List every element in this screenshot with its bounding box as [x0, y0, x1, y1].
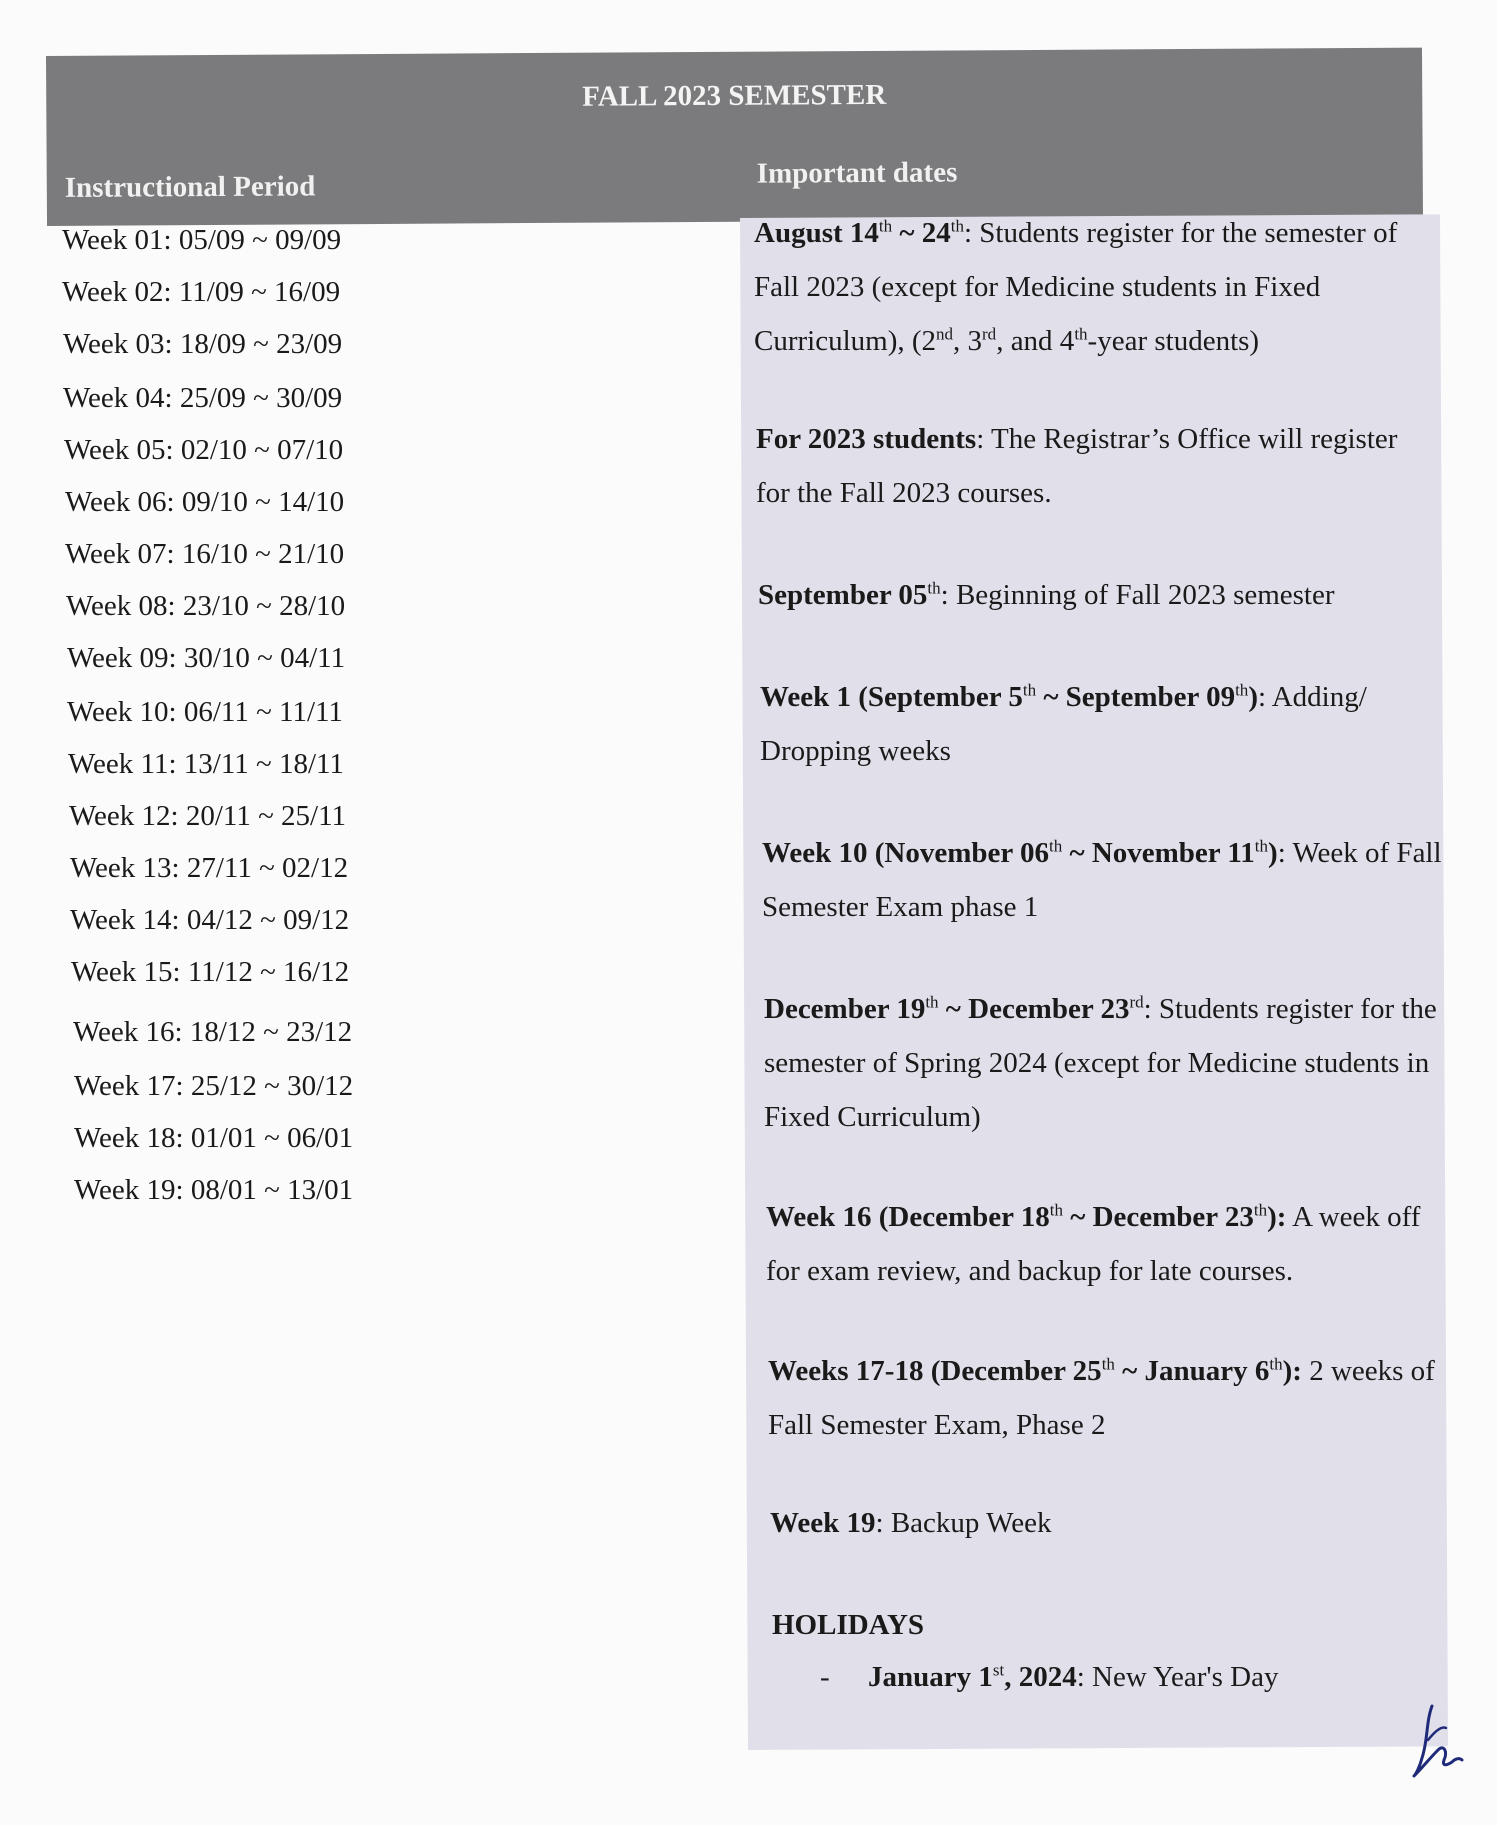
week-row: Week 14: 04/12 ~ 09/12	[70, 904, 350, 936]
holiday-bullet: -	[820, 1661, 830, 1693]
week-row: Week 17: 25/12 ~ 30/12	[74, 1070, 354, 1102]
week-row: Week 10: 06/11 ~ 11/11	[67, 696, 343, 728]
date-entry-week1: Week 1 (September 5th ~ September 09th): Adding/ Dropping weeks	[760, 680, 1367, 767]
holiday-new-year: - January 1st, 2024: New Year's Day	[820, 1650, 1497, 1704]
week-row: Week 13: 27/11 ~ 02/12	[70, 852, 349, 884]
week-row: Week 19: 08/01 ~ 13/01	[74, 1174, 354, 1206]
date-entry-registrar: For 2023 students: The Registrar’s Office will register for the Fall 2023 courses.	[756, 423, 1398, 509]
week-row: Week 11: 13/11 ~ 18/11	[68, 748, 344, 780]
signature-mark	[1408, 1700, 1468, 1780]
date-entry-weeks17-18: Weeks 17-18 (December 25th ~ January 6th): 2 weeks of Fall Semester Exam, Phase 2	[768, 1354, 1435, 1441]
week-row: Week 09: 30/10 ~ 04/11	[67, 642, 346, 674]
instructional-period-heading: Instructional Period	[64, 170, 316, 204]
week-row: Week 15: 11/12 ~ 16/12	[71, 956, 350, 988]
week-row: Week 03: 18/09 ~ 23/09	[63, 328, 343, 360]
week-row: Week 07: 16/10 ~ 21/10	[65, 538, 345, 570]
week-row: Week 16: 18/12 ~ 23/12	[73, 1016, 353, 1048]
semester-title: FALL 2023 SEMESTER	[582, 78, 887, 113]
date-entry-december: December 19th ~ December 23rd: Students register for the semester of Spring 2024 (except for Medicine students in Fixed Curriculum)	[764, 992, 1437, 1133]
week-row: Week 05: 02/10 ~ 07/10	[64, 434, 344, 466]
date-entry-september: September 05th: Beginning of Fall 2023 semester	[758, 578, 1335, 611]
week-row: Week 06: 09/10 ~ 14/10	[65, 486, 345, 518]
important-dates-heading: Important dates	[756, 156, 958, 190]
week-row: Week 02: 11/09 ~ 16/09	[62, 276, 341, 308]
date-entry-week19: Week 19: Backup Week	[770, 1507, 1052, 1539]
week-row: Week 18: 01/01 ~ 06/01	[74, 1122, 354, 1154]
week-row: Week 08: 23/10 ~ 28/10	[66, 590, 346, 622]
date-entry-august: August 14th ~ 24th: Students register for the semester of Fall 2023 (except for Medicine students in Fixed Curriculum), (2nd, 3rd, and 4th-year students)	[754, 216, 1398, 357]
week-row: Week 01: 05/09 ~ 09/09	[62, 224, 342, 256]
week-row: Week 12: 20/11 ~ 25/11	[69, 800, 347, 832]
week-row: Week 04: 25/09 ~ 30/09	[63, 382, 343, 414]
date-entry-week16: Week 16 (December 18th ~ December 23th): A week off for exam review, and backup for late courses.	[766, 1200, 1421, 1287]
holidays-heading: HOLIDAYS	[772, 1609, 925, 1641]
date-entry-week10: Week 10 (November 06th ~ November 11th): Week of Fall Semester Exam phase 1	[762, 836, 1442, 923]
semester-header	[46, 48, 1423, 226]
